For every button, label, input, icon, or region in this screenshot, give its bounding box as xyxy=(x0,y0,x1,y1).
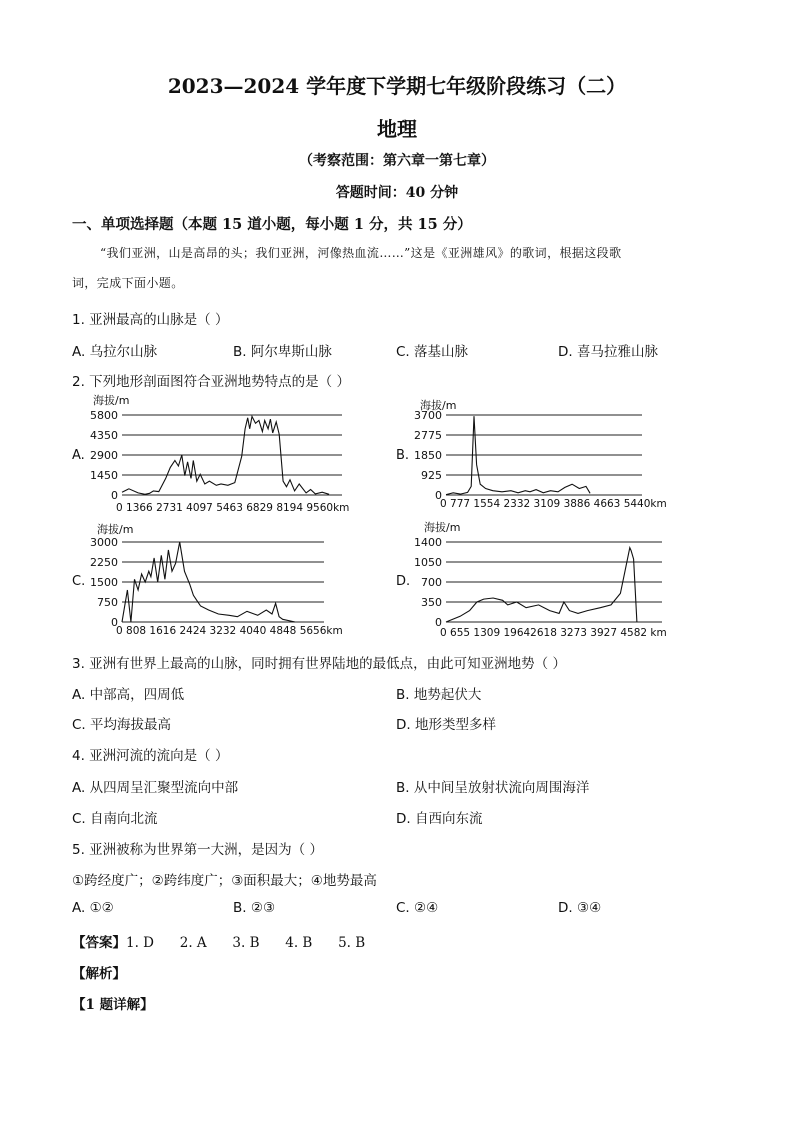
chart-b-ytick-label: 925 xyxy=(421,469,442,482)
answer-line xyxy=(72,931,365,951)
chart-c-ytick-label: 1500 xyxy=(90,576,118,589)
q5-option-c: C. ②④ xyxy=(396,900,439,916)
exam-time: 答题时间：40 分钟 xyxy=(335,185,459,201)
question-3-stem: 3. 亚洲有世界上最高的山脉，同时拥有世界陆地的最低点，由此可知亚洲地势（ ） xyxy=(72,656,566,672)
q3-option-a: A. 中部高，四周低 xyxy=(72,687,185,703)
q4-option-b: B. 从中间呈放射状流向周围海洋 xyxy=(396,780,590,796)
chart-a-profile-line xyxy=(122,416,329,494)
chart-b-ytick-label: 3700 xyxy=(414,409,442,422)
question-4-stem: 4. 亚洲河流的流向是（ ） xyxy=(72,748,229,764)
question-5-stem: 5. 亚洲被称为世界第一大洲，是因为（ ） xyxy=(72,842,323,858)
chart-a-ytick-label: 0 xyxy=(111,489,118,502)
chart-c-ytick-label: 2250 xyxy=(90,556,118,569)
q1-option-a: A. 乌拉尔山脉 xyxy=(72,344,158,360)
chart-a-ytick-label: 1450 xyxy=(90,469,118,482)
chart-c-ytick-label: 0 xyxy=(111,616,118,629)
q1-option-d: D. 喜马拉雅山脉 xyxy=(558,344,658,360)
q2-option-a: A. xyxy=(72,448,85,463)
q5-option-b: B. ②③ xyxy=(233,900,276,916)
chart-a-ytick-label: 2900 xyxy=(90,449,118,462)
chart-b-ylabel: 海拔/m xyxy=(420,399,457,412)
chart-d-xtick-labels: 0 655 1309 19642618 3273 3927 4582 km xyxy=(440,627,667,639)
q4-option-c: C. 自南向北流 xyxy=(72,811,158,827)
q1-option-b: B. 阿尔卑斯山脉 xyxy=(233,344,332,360)
chart-b-ytick-label: 1850 xyxy=(414,449,442,462)
question-2-stem: 2. 下列地形剖面图符合亚洲地势特点的是（ ） xyxy=(72,374,350,390)
q2-option-d: D. xyxy=(396,574,411,589)
q3-option-d: D. 地形类型多样 xyxy=(396,717,496,733)
chart-c-profile-line xyxy=(122,542,295,622)
q3-option-b: B. 地势起伏大 xyxy=(396,687,482,703)
chart-a-ytick-label: 5800 xyxy=(90,409,118,422)
chart-d-ytick-label: 700 xyxy=(421,576,442,589)
q3-option-c: C. 平均海拔最高 xyxy=(72,717,172,733)
chart-a-xtick-labels: 0 1366 2731 4097 5463 6829 8194 9560km xyxy=(116,502,350,514)
question-1-stem: 1. 亚洲最高的山脉是（ ） xyxy=(72,312,229,328)
q1-option-c: C. 落基山脉 xyxy=(396,344,469,360)
answer-label: 【答案】 xyxy=(72,935,126,951)
analysis-label: 【解析】 xyxy=(72,966,126,982)
chart-d-ytick-label: 1050 xyxy=(414,556,442,569)
intro-line-2: 词，完成下面小题。 xyxy=(72,276,184,290)
q4-option-d: D. 自西向东流 xyxy=(396,811,483,827)
chart-d-ylabel: 海拔/m xyxy=(424,521,461,534)
chart-d-ytick-label: 0 xyxy=(435,616,442,629)
section-heading: 一、单项选择题（本题 15 道小题，每小题 1 分，共 15 分） xyxy=(72,216,472,233)
chart-a-ytick-label: 4350 xyxy=(90,429,118,442)
q5-option-a: A. ①② xyxy=(72,900,114,916)
chart-d-profile-line xyxy=(446,548,637,622)
chart-b-xtick-labels: 0 777 1554 2332 3109 3886 4663 5440km xyxy=(440,498,667,510)
detail-label: 【1 题详解】 xyxy=(72,997,154,1013)
chart-c-ytick-label: 3000 xyxy=(90,536,118,549)
chart-d-ytick-label: 350 xyxy=(421,596,442,609)
exam-scope: （考察范围：第六章一第七章） xyxy=(299,153,495,169)
q2-option-c: C. xyxy=(72,574,86,589)
exam-title: 2023—2024 学年度下学期七年级阶段练习（二） xyxy=(167,74,627,98)
chart-a-ylabel: 海拔/m xyxy=(93,394,130,407)
question-5-sub: ①跨经度广；②跨纬度广；③面积最大；④地势最高 xyxy=(72,873,377,889)
chart-d-ytick-label: 1400 xyxy=(414,536,442,549)
intro-line-1: “我们亚洲，山是高昂的头；我们亚洲，河像热血流……”这是《亚洲雄风》的歌词，根据这段歌 xyxy=(100,246,622,260)
subject-title: 地理 xyxy=(377,117,417,141)
answer-text: 1. D 2. A 3. B 4. B 5. B xyxy=(126,935,366,951)
chart-b-ytick-label: 0 xyxy=(435,489,442,502)
chart-c-ytick-label: 750 xyxy=(97,596,118,609)
chart-c-ylabel: 海拔/m xyxy=(97,523,134,536)
q5-option-d: D. ③④ xyxy=(558,900,602,916)
chart-c-xtick-labels: 0 808 1616 2424 3232 4040 4848 5656km xyxy=(116,625,343,637)
q4-option-a: A. 从四周呈汇聚型流向中部 xyxy=(72,780,239,796)
q2-option-b: B. xyxy=(396,448,410,463)
chart-b-ytick-label: 2775 xyxy=(414,429,442,442)
chart-b-profile-line xyxy=(446,416,590,495)
